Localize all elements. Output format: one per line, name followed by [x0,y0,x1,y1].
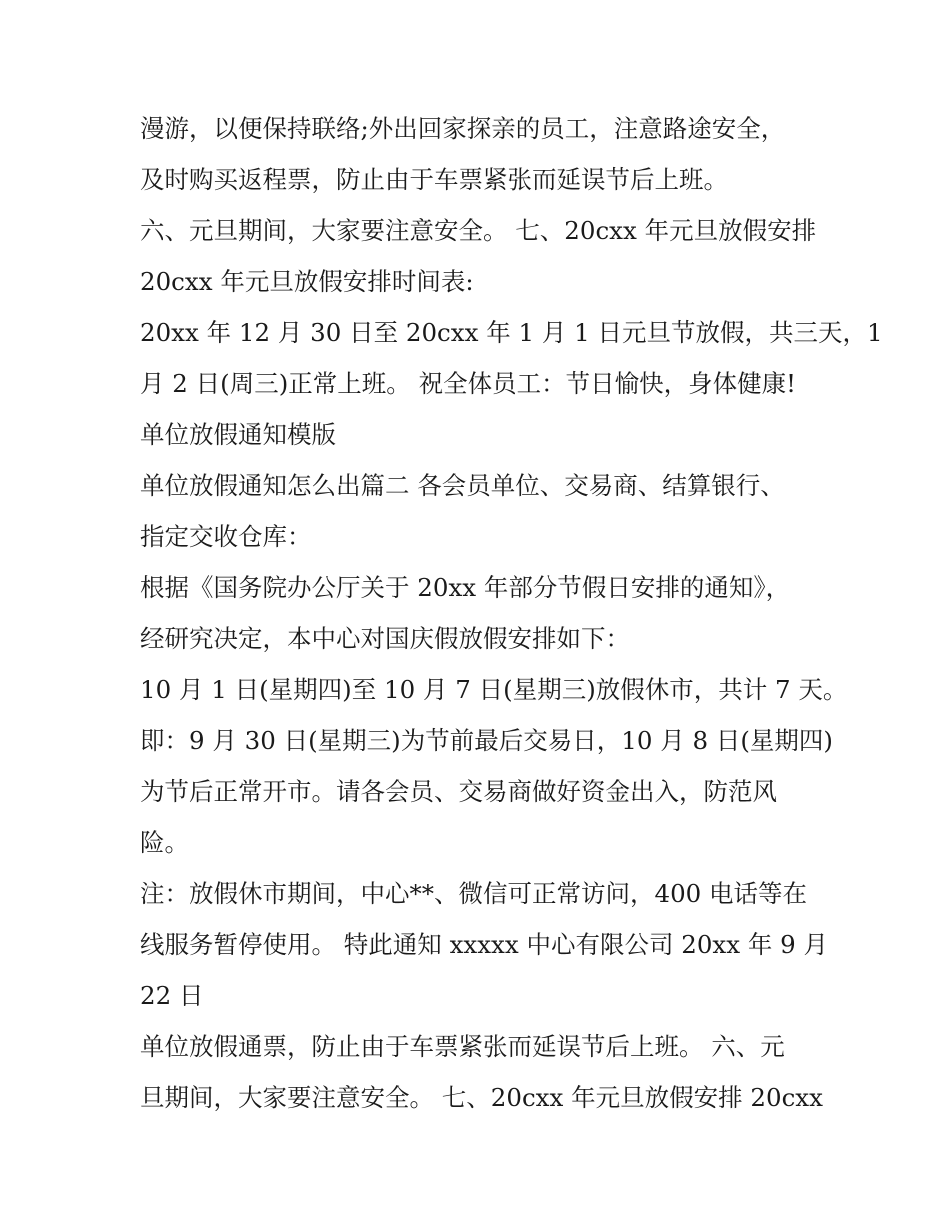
text-line: 即：9 月 30 日(星期三)为节前最后交易日，10 月 8 日(星期四) [140,726,833,755]
text-line: 20xx 年 12 月 30 日至 20cxx 年 1 月 1 日元旦节放假，共三天，1 [140,318,883,347]
text-line: 旦期间，大家要注意安全。 七、20cxx 年元旦放假安排 20cxx [140,1083,823,1112]
text-line: 为节后正常开市。请各会员、交易商做好资金出入，防范风 [140,777,777,806]
text-line: 及时购买返程票，防止由于车票紧张而延误节后上班。 [140,165,728,194]
text-line: 险。 [140,828,189,857]
text-line: 经研究决定，本中心对国庆假放假安排如下： [140,624,630,653]
document-body [140,103,883,1123]
text-line: 单位放假通知怎么出篇二 各会员单位、交易商、结算银行、 [140,471,785,500]
text-line: 22 日 [140,981,204,1010]
text-line: 单位放假通票，防止由于车票紧张而延误节后上班。 六、元 [140,1032,785,1061]
text-line: 漫游，以便保持联络;外出回家探亲的员工，注意路途安全， [140,114,786,143]
section-heading: 单位放假通知模版 [140,420,336,449]
text-line: 线服务暂停使用。 特此通知 xxxxx 中心有限公司 20xx 年 9 月 [140,930,828,959]
text-line: 六、元旦期间，大家要注意安全。 七、20cxx 年元旦放假安排 [140,216,817,245]
text-line: 根据《国务院办公厅关于 20xx 年部分节假日安排的通知》， [140,573,791,602]
text-line: 月 2 日(周三)正常上班。 祝全体员工：节日愉快，身体健康! [140,369,796,398]
text-line: 10 月 1 日(星期四)至 10 月 7 日(星期三)放假休市，共计 7 天。 [140,675,848,704]
text-line: 注：放假休市期间，中心**、微信可正常访问，400 电话等在 [140,879,808,908]
text-line: 20cxx 年元旦放假安排时间表: [140,267,474,296]
text-line: 指定交收仓库： [140,522,312,551]
